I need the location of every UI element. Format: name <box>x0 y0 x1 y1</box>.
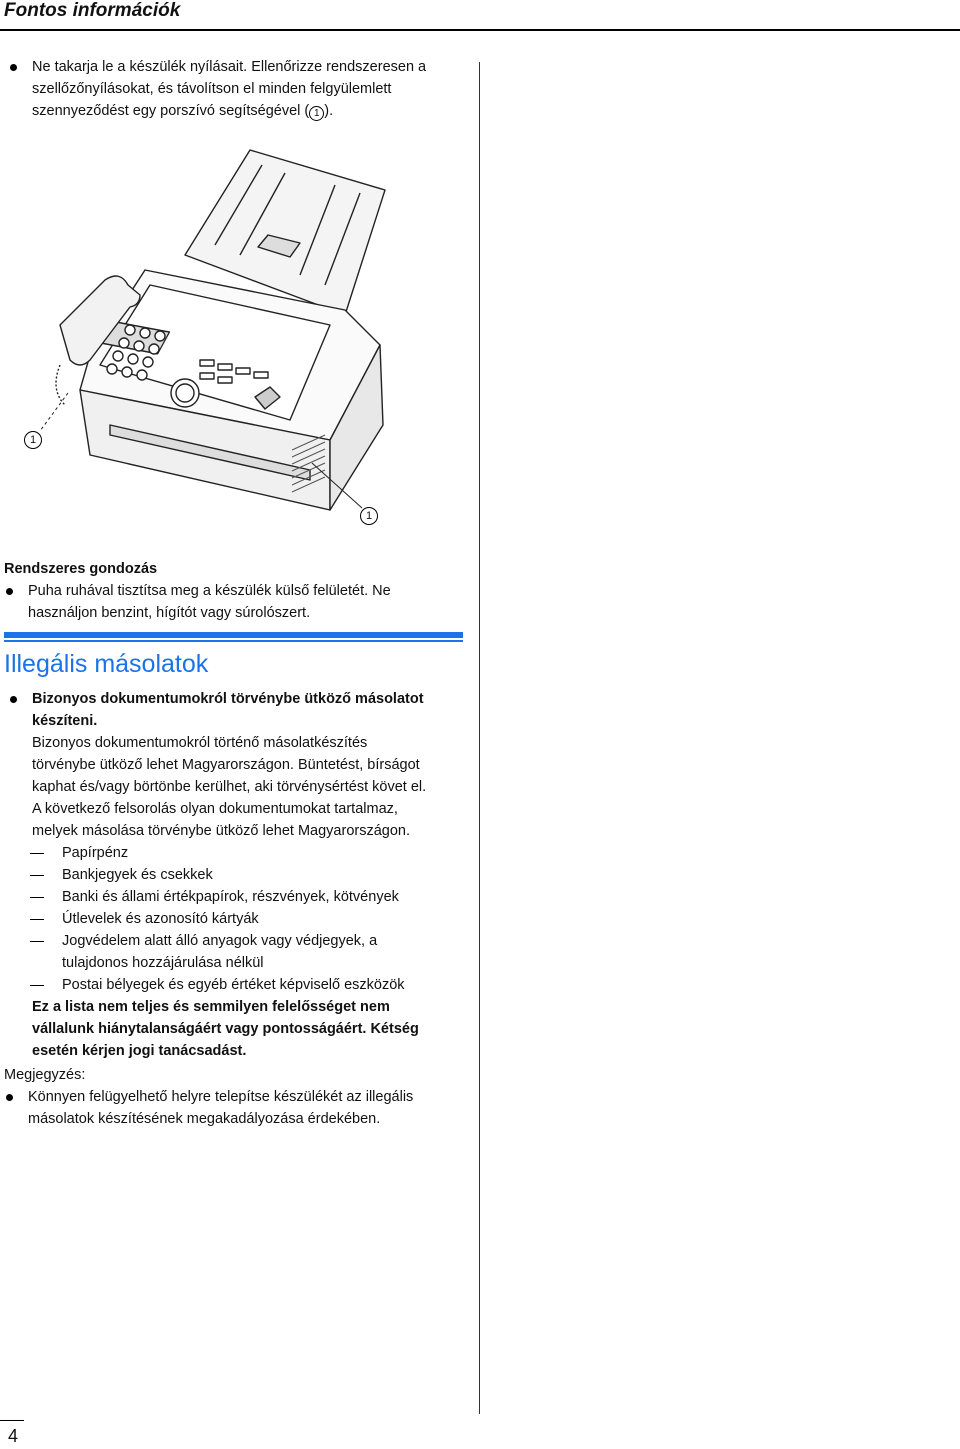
list-item-text: Útlevelek és azonosító kártyák <box>62 911 259 927</box>
column-divider <box>479 62 480 1414</box>
note-block <box>4 1064 459 1130</box>
disclaimer <box>8 996 463 1062</box>
illegal-copies-block <box>8 688 463 1062</box>
disclaimer-line: esetén kérjen jogi tanácsadást. <box>32 1043 247 1059</box>
intro-line: szellőzőnyílásokat, és távolítson el minden felgyülemlett <box>32 81 392 97</box>
care-line: Puha ruhával tisztítsa meg a készülék külső felületét. Ne <box>28 583 391 599</box>
care-heading: Rendszeres gondozás <box>4 561 158 577</box>
paragraph-line: kaphat és/vagy börtönbe kerülhet, aki törvénysértést követ el. <box>32 779 427 795</box>
intro-text: ). <box>324 103 334 119</box>
header-rule <box>0 29 960 31</box>
illegal-bullet <box>8 688 463 732</box>
callout-1-icon: 1 <box>24 431 42 449</box>
dash-icon <box>30 897 44 898</box>
reference-circle-icon: 1 <box>309 106 324 121</box>
list-item <box>8 842 463 864</box>
list-item <box>8 908 463 930</box>
paragraph-line: melyek másolása törvénybe ütköző lehet Magyarországon. <box>32 823 410 839</box>
fax-machine-icon <box>0 135 470 535</box>
footer-rule <box>0 1420 24 1421</box>
bullet-icon <box>6 1094 13 1101</box>
page-header <box>0 0 960 30</box>
intro-line <box>32 100 463 122</box>
bullet-icon <box>10 64 17 71</box>
dash-icon <box>30 919 44 920</box>
illegal-bold-line: Bizonyos dokumentumokról törvénybe ütköző másolatot <box>32 691 424 707</box>
intro-text: szennyeződést egy porszívó segítségével ( <box>32 103 310 119</box>
bullet-icon <box>10 696 17 703</box>
note-line: másolatok készítésének megakadályozása érdekében. <box>28 1111 381 1127</box>
list-item-text: Postai bélyegek és egyéb értéket képviselő eszközök <box>62 977 405 993</box>
intro-block <box>8 56 463 122</box>
paragraph-line: törvénybe ütköző lehet Magyarországon. Büntetést, bírságot <box>32 757 420 773</box>
disclaimer-line: Ez a lista nem teljes és semmilyen felelősséget nem <box>32 999 390 1015</box>
list-item <box>8 930 463 974</box>
section-title: Illegális másolatok <box>4 650 209 678</box>
note-bullet <box>4 1086 459 1130</box>
fax-machine-illustration <box>0 135 470 535</box>
section-rule-thin <box>4 640 463 642</box>
list-item <box>8 886 463 908</box>
dash-icon <box>30 875 44 876</box>
callout-2-icon: 1 <box>360 507 378 525</box>
bullet-icon <box>6 588 13 595</box>
header-title: Fontos információk <box>4 0 181 21</box>
care-line: használjon benzint, hígítót vagy súrolószert. <box>28 605 311 621</box>
paragraph-line: A következő felsorolás olyan dokumentumokat tartalmaz, <box>32 801 398 817</box>
intro-bullet <box>8 56 463 122</box>
note-line: Könnyen felügyelhető helyre telepítse készülékét az illegális <box>28 1089 414 1105</box>
list-item <box>8 974 463 996</box>
paragraph-line: Bizonyos dokumentumokról történő másolatkészítés <box>32 735 368 751</box>
list-item-text: Papírpénz <box>62 845 129 861</box>
illegal-bold-line: készíteni. <box>32 713 98 729</box>
list-item-text: Jogvédelem alatt álló anyagok vagy védjegyek, a <box>62 933 378 949</box>
list-item <box>8 864 463 886</box>
list-item-text: Banki és állami értékpapírok, részvények, kötvények <box>62 889 399 905</box>
intro-line: Ne takarja le a készülék nyílásait. Ellenőrizze rendszeresen a <box>32 59 427 75</box>
section-rule <box>4 632 463 638</box>
dash-icon <box>30 853 44 854</box>
disclaimer-line: vállalunk hiánytalanságáért vagy pontosságáért. Kétség <box>32 1021 419 1037</box>
care-bullet <box>4 580 459 624</box>
note-heading: Megjegyzés: <box>4 1067 86 1083</box>
list-item-text: Bankjegyek és csekkek <box>62 867 213 883</box>
page-number: 4 <box>8 1426 19 1446</box>
dash-icon <box>30 941 44 942</box>
illegal-paragraph <box>8 732 463 842</box>
list-item-text: tulajdonos hozzájárulása nélkül <box>62 955 264 971</box>
dash-icon <box>30 985 44 986</box>
care-block <box>4 558 459 624</box>
